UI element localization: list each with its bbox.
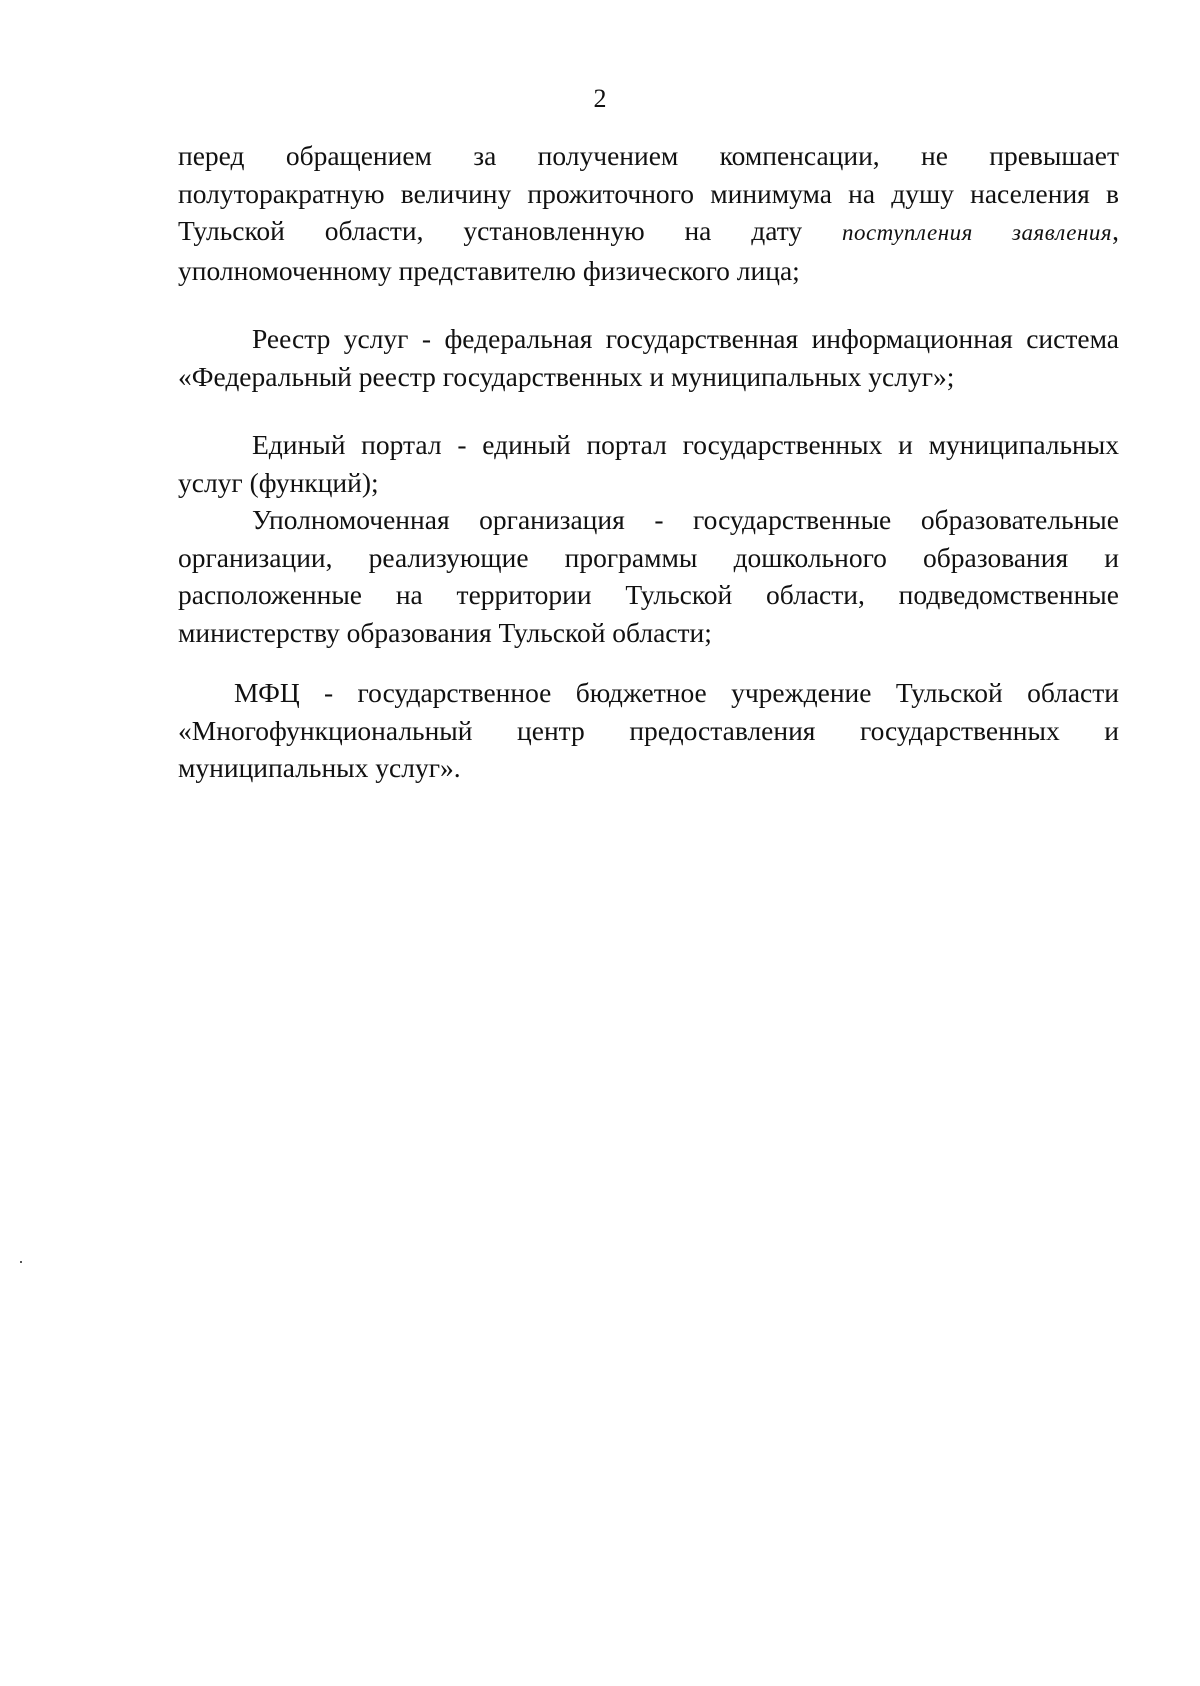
scan-artifact	[20, 1261, 22, 1263]
paragraph-text: , уполномоченному представителю физического лица;	[178, 215, 1119, 286]
paragraph-mfc: МФЦ - государственное бюджетное учреждение Тульской области «Многофункциональный центр предоставления государственных и муниципальных услуг».	[178, 677, 1119, 783]
paragraph-services-registry: Реестр услуг - федеральная государственная информационная система «Федеральный реестр государственных и муниципальных услуг»;	[178, 323, 1119, 392]
paragraph-compensation-condition	[178, 137, 1119, 289]
paragraph-text: перед обращением за получением компенсации, не превышает полуторакратную величину прожиточного минимума на душу населения в Тульской области, установленную на дату	[178, 140, 1119, 246]
page-number: 2	[593, 84, 607, 113]
document-body	[178, 137, 1119, 787]
paragraph-authorized-organization: Уполномоченная организация - государственные образовательные организации, реализующие программы дошкольного образования и расположенные на территории Тульской области, подведомственные министерству образования Тульской области;	[178, 504, 1119, 648]
paragraph-unified-portal: Единый портал - единый портал государственных и муниципальных услуг (функций);	[178, 429, 1119, 498]
faded-text: поступления заявления	[841, 220, 1113, 245]
